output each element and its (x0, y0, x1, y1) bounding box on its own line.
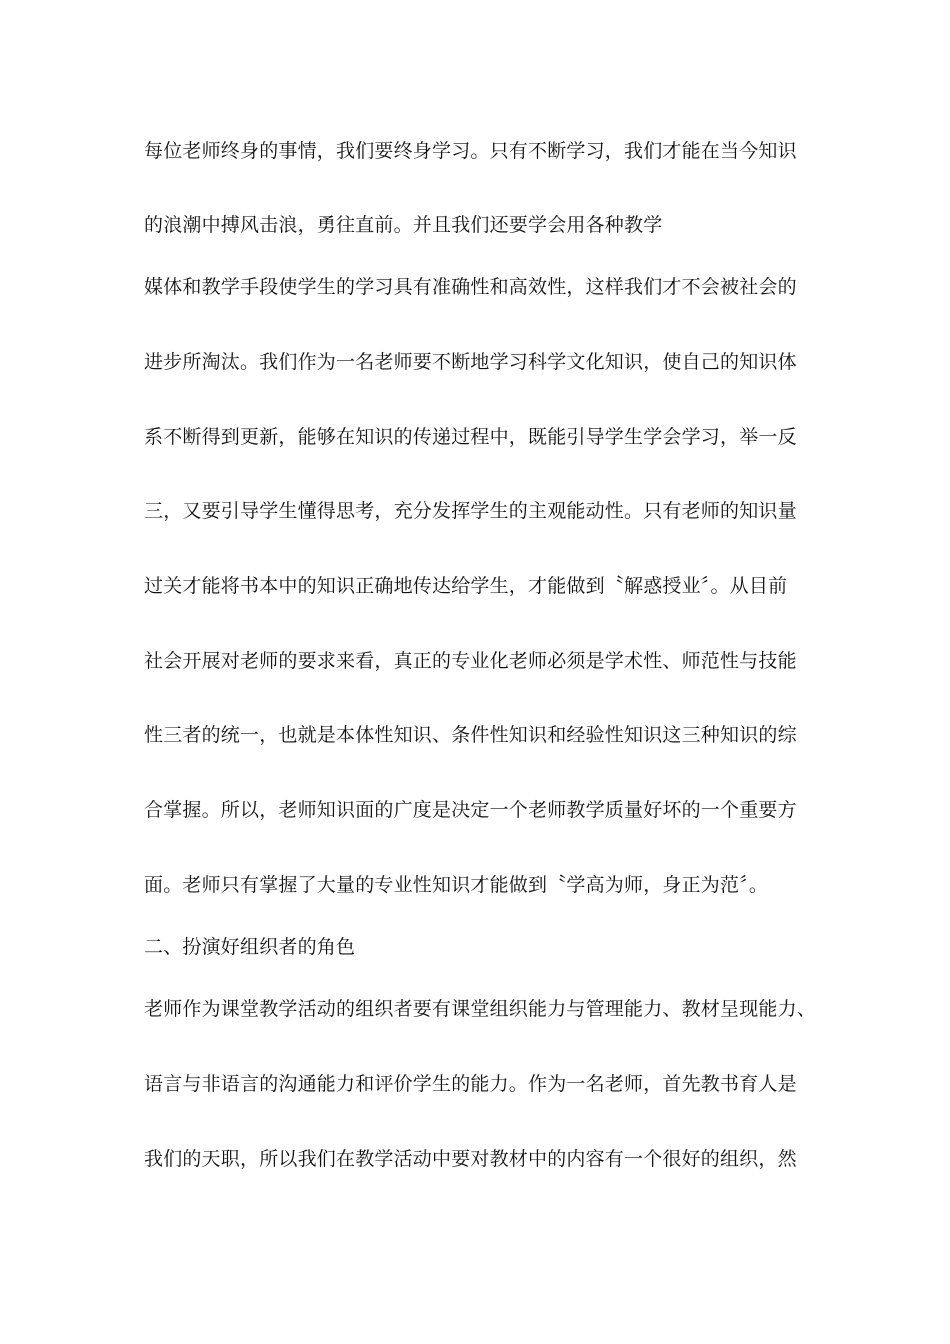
paragraph-line: 媒体和教学手段使学生的学习具有准确性和高效性，这样我们才不会被社会的 (144, 276, 797, 298)
paragraph-line: 每位老师终身的事情，我们要终身学习。只有不断学习，我们才能在当今知识 (144, 140, 797, 162)
section-heading: 二、扮演好组织者的角色 (144, 936, 356, 958)
paragraph-line: 语言与非语言的沟通能力和评价学生的能力。作为一名老师，首先教书育人是 (144, 1073, 797, 1095)
paragraph-line: 过关才能将书本中的知识正确地传达给学生，才能做到〝解惑授业〞。从目前 (144, 575, 788, 597)
paragraph-line: 性三者的统一，也就是本体性知识、条件性知识和经验性知识这三种知识的综 (144, 724, 797, 746)
paragraph-line: 老师作为课堂教学活动的组织者要有课堂组织能力与管理能力、教材呈现能力、 (144, 998, 817, 1020)
paragraph-line: 进步所淘汰。我们作为一名老师要不断地学习科学文化知识，使自己的知识体 (144, 351, 797, 373)
paragraph-line: 社会开展对老师的要求来看，真正的专业化老师必须是学术性、师范性与技能 (144, 650, 797, 672)
paragraph-line: 我们的天职，所以我们在教学活动中要对教材中的内容有一个很好的组织，然 (144, 1148, 797, 1170)
paragraph-line: 面。老师只有掌握了大量的专业性知识才能做到〝学高为师，身正为范〞。 (144, 874, 769, 896)
paragraph-line: 的浪潮中搏风击浪，勇往直前。并且我们还要学会用各种教学 (144, 214, 663, 236)
paragraph-line: 系不断得到更新，能够在知识的传递过程中，既能引导学生学会学习，举一反 (144, 426, 797, 448)
paragraph-line: 三，又要引导学生懂得思考，充分发挥学生的主观能动性。只有老师的知识量 (144, 500, 797, 522)
paragraph-line: 合掌握。所以，老师知识面的广度是决定一个老师教学质量好坏的一个重要方 (144, 799, 797, 821)
